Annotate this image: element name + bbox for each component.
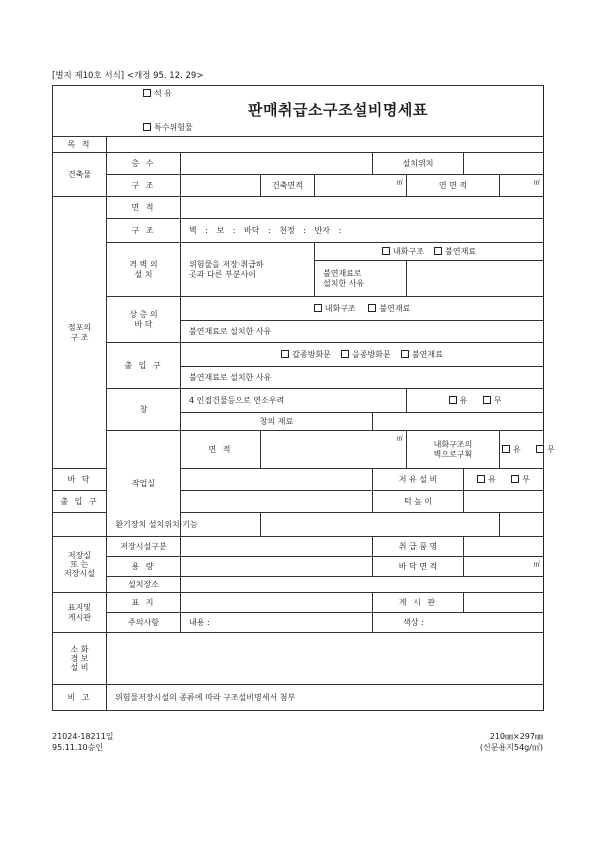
checkbox-icon[interactable] — [502, 445, 510, 453]
ventilation-field[interactable] — [261, 513, 500, 537]
storage-label: 저장실 또 는 저장시설 — [53, 537, 107, 593]
sign-label: 표 지 — [107, 593, 181, 613]
total-area-label: 연 면 적 — [407, 175, 500, 197]
upper-floor-label: 상 층 의 바 닥 — [107, 297, 181, 343]
checkbox-icon[interactable] — [434, 247, 442, 255]
option-special-hazard[interactable]: 특수위험물 — [143, 123, 193, 132]
window-spread-risk: 4 인접건물등으로 연소우려 — [181, 389, 407, 413]
option-yes[interactable]: 유 — [449, 396, 468, 405]
checkbox-icon[interactable] — [483, 396, 491, 404]
option-nonflammable[interactable]: 불연재료 — [434, 247, 476, 256]
capacity-label: 용 량 — [107, 557, 181, 577]
install-location-label: 설치위치 — [373, 153, 464, 175]
floors-field[interactable] — [181, 153, 373, 175]
sign-board-label: 표지및 게시판 — [53, 593, 107, 633]
total-area-field[interactable] — [500, 175, 544, 197]
form-code: 21024-18211일 — [52, 732, 114, 741]
checkbox-icon[interactable] — [368, 304, 376, 312]
storage-facility-label: 저 유 설 비 — [373, 469, 464, 491]
checkbox-icon[interactable] — [314, 304, 322, 312]
storage-floor-area-label: 바 닥 면 적 — [373, 557, 464, 577]
option-oil[interactable]: 석 유 — [143, 89, 172, 98]
checkbox-icon[interactable] — [536, 445, 544, 453]
title-block — [53, 86, 544, 137]
building-structure-field[interactable] — [181, 175, 261, 197]
window-spread-options — [407, 389, 544, 413]
building-area-field[interactable] — [315, 175, 407, 197]
storage-category-field[interactable] — [181, 537, 373, 557]
form-header-note: [별지 제10호 서식] <개정 95. 12. 29> — [52, 71, 204, 81]
fire-alarm-label: 소 화 경 보 설 비 — [53, 633, 107, 685]
option-type-a-door[interactable]: 갑종방화문 — [281, 350, 331, 359]
form-title: 판매취급소구조설비명세표 — [248, 101, 428, 119]
option-no[interactable]: 무 — [483, 396, 502, 405]
caution-label: 주의사항 — [107, 613, 181, 633]
workroom-floor-label: 바 닥 — [53, 469, 107, 491]
capacity-field[interactable] — [181, 557, 373, 577]
unit-sqm: ㎡ — [533, 560, 541, 568]
caution-color[interactable]: 색상 : — [373, 613, 544, 633]
fire-alarm-field[interactable] — [107, 633, 544, 685]
paper-spec-block — [480, 731, 543, 753]
board-label: 게 시 판 — [373, 593, 464, 613]
ventilation-label: 환기장치 설치위치·기능 — [53, 513, 261, 537]
store-structure-fields[interactable]: 벽 : 보 : 바닥 : 천정 : 반자 : — [181, 219, 544, 243]
item-name-label: 취 급 품 명 — [373, 537, 464, 557]
install-place-label: 설치장소 — [107, 577, 181, 593]
purpose-field[interactable] — [107, 137, 544, 153]
approval-date: 95.11.10승인 — [52, 743, 104, 752]
checkbox-icon[interactable] — [281, 350, 289, 358]
upper-floor-options — [181, 297, 544, 321]
upper-floor-reason[interactable]: 불연재료로 설치한 사유 — [181, 321, 544, 343]
partition-description: 위험물을 저장·취급하 곳과 다른 부분사이 — [181, 243, 315, 297]
checkbox-icon[interactable] — [449, 396, 457, 404]
install-location-field[interactable] — [464, 153, 544, 175]
nonflammable-reason-field[interactable] — [407, 261, 544, 297]
window-material-field[interactable] — [373, 413, 544, 431]
window-label: 창 — [107, 389, 181, 431]
option-fireproof[interactable]: 내화구조 — [382, 247, 424, 256]
store-entrance-label: 출 입 구 — [107, 343, 181, 389]
entrance-options — [181, 343, 544, 367]
floors-label: 층 수 — [107, 153, 181, 175]
building-structure-label: 구 조 — [107, 175, 181, 197]
workroom-floor-field[interactable] — [181, 469, 373, 491]
checkbox-icon[interactable] — [401, 350, 409, 358]
partition-options — [315, 243, 544, 261]
option-no[interactable]: 무 — [511, 475, 530, 484]
threshold-field[interactable] — [464, 491, 544, 513]
remarks-text: 위험물저장시설의 종류에 따라 구조설비명세서 첨부 — [107, 685, 544, 711]
store-area-field[interactable] — [181, 197, 544, 219]
storage-facility-options — [464, 469, 544, 491]
storage-category-label: 저장시설구분 — [107, 537, 181, 557]
option-nonflammable[interactable]: 불연재료 — [401, 350, 443, 359]
building-label: 건축물 — [53, 153, 107, 197]
workroom-area-field[interactable] — [261, 431, 407, 469]
paper-type: (신문용지54g/㎡) — [479, 743, 543, 752]
store-structure-label: 점포의 구 조 — [53, 197, 107, 469]
purpose-label: 목 적 — [53, 137, 107, 153]
install-place-field[interactable] — [181, 577, 544, 593]
window-material-label: 창의 재료 — [181, 413, 373, 431]
workroom-label: 작업실 — [107, 431, 181, 537]
building-area-label: 건축면적 — [261, 175, 315, 197]
compartment-options — [500, 431, 555, 469]
entrance-reason[interactable]: 불연재료로 설치한 사유 — [181, 367, 544, 389]
board-field[interactable] — [464, 593, 544, 613]
option-yes[interactable]: 유 — [477, 475, 496, 484]
option-yes[interactable]: 유 — [502, 445, 521, 454]
option-nonflammable[interactable]: 불연재료 — [368, 304, 410, 313]
unit-sqm: ㎡ — [396, 434, 403, 442]
unit-sqm: ㎡ — [396, 178, 403, 186]
sign-field[interactable] — [181, 593, 373, 613]
threshold-label: 턱 높 이 — [373, 491, 464, 513]
option-fireproof[interactable]: 내화구조 — [314, 304, 356, 313]
nonflammable-reason-label: 불연재료로 설치한 사유 — [315, 261, 407, 297]
checkbox-icon[interactable] — [477, 475, 485, 483]
storage-floor-area-field[interactable] — [464, 557, 544, 577]
caution-content[interactable]: 내용 : — [181, 613, 373, 633]
workroom-entrance-field[interactable] — [181, 491, 373, 513]
checkbox-icon[interactable] — [341, 350, 349, 358]
paper-size: 210㎜×297㎜ — [489, 732, 543, 741]
spec-form-table — [52, 85, 555, 711]
store-structure-row-label: 구 조 — [107, 219, 181, 243]
checkbox-icon[interactable] — [511, 475, 519, 483]
partition-label: 격 벽 의 설 치 — [107, 243, 181, 297]
store-area-label: 면 적 — [107, 197, 181, 219]
option-type-b-door[interactable]: 을종방화문 — [341, 350, 391, 359]
form-code-block — [52, 731, 114, 753]
workroom-entrance-label: 출 입 구 — [53, 491, 107, 513]
workroom-area-label: 면 적 — [181, 431, 261, 469]
compartment-label: 내화구조의 벽으로구획 — [407, 431, 500, 469]
remarks-label: 비 고 — [53, 685, 107, 711]
checkbox-icon[interactable] — [143, 123, 151, 131]
option-no[interactable]: 무 — [536, 445, 555, 454]
item-name-field[interactable] — [464, 537, 544, 557]
checkbox-icon[interactable] — [143, 89, 151, 97]
unit-sqm: ㎡ — [533, 178, 541, 186]
checkbox-icon[interactable] — [382, 247, 390, 255]
